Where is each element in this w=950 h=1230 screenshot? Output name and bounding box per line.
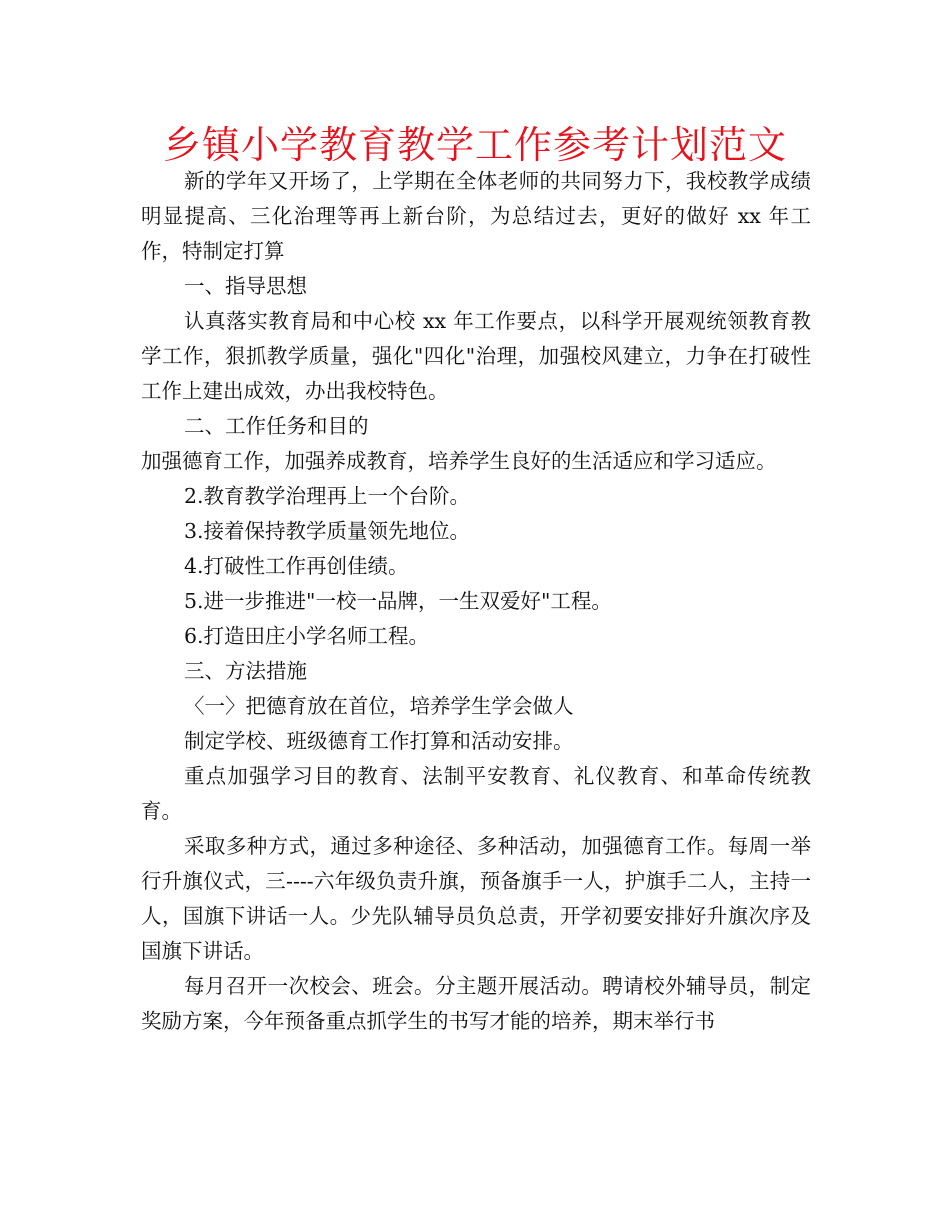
paragraph-focus: 重点加强学习目的教育、法制平安教育、礼仪教育、和革命传统教育。: [141, 764, 811, 823]
list-item-5: 5.进一步推进"一校一品牌，一生双爱好"工程。: [184, 589, 612, 613]
list-item-1: 加强德育工作，加强养成教育，培养学生良好的生活适应和学习适应。: [141, 449, 777, 473]
list-item-4: 4.打破性工作再创佳绩。: [184, 554, 409, 578]
document-title: 乡镇小学教育教学工作参考计划范文: [162, 123, 787, 167]
heading-measures: 三、方法措施: [184, 659, 307, 683]
paragraph-plan: 制定学校、班级德育工作打算和活动安排。: [184, 729, 574, 753]
paragraph-monthly: 每月召开一次校会、班会。分主题开展活动。聘请校外辅导员，制定奖励方案，今年预备重点抓学生的书写才能的培养，期末举行书: [141, 974, 811, 1033]
subheading-moral-education: 〈一〉把德育放在首位，培养学生学会做人: [184, 694, 574, 718]
paragraph-intro: 新的学年又开场了，上学期在全体老师的共同努力下，我校教学成绩明显提高、三化治理等再上新台阶，为总结过去，更好的做好 xx 年工作，特制定打算: [141, 169, 811, 263]
document-body: [141, 164, 811, 1039]
heading-tasks-goals: 二、工作任务和目的: [184, 414, 369, 438]
heading-guiding-ideology: 一、指导思想: [184, 274, 307, 298]
paragraph-guiding-ideology: 认真落实教育局和中心校 xx 年工作要点，以科学开展观统领教育教学工作，狠抓教学质量，强化"四化"治理，加强校风建立，力争在打破性工作上建出成效，办出我校特色。: [141, 309, 811, 403]
list-item-3: 3.接着保持教学质量领先地位。: [184, 519, 471, 543]
list-item-2: 2.教育教学治理再上一个台阶。: [184, 484, 471, 508]
list-item-6: 6.打造田庄小学名师工程。: [184, 624, 430, 648]
paragraph-methods: 采取多种方式，通过多种途径、多种活动，加强德育工作。每周一举行升旗仪式，三----六年级负责升旗，预备旗手一人，护旗手二人，主持一人，国旗下讲话一人。少先队辅导员负总责，开学初要安排好升旗次序及国旗下讲话。: [141, 834, 811, 963]
